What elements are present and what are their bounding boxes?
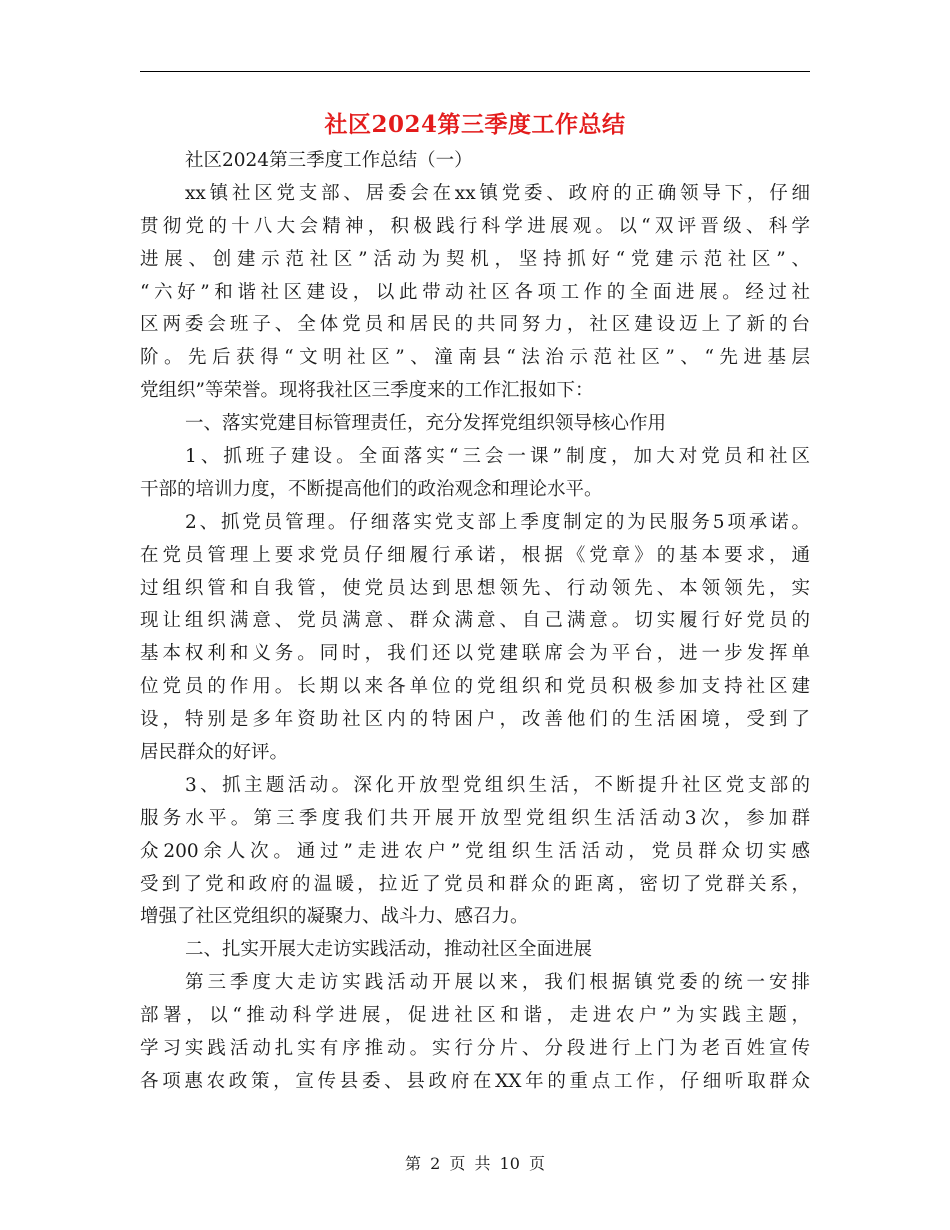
paragraph-line: 在党员管理上要求党员仔细履行承诺，根据《党章》的基本要求，通 — [140, 544, 810, 566]
paragraph-line: 进展、创建示范社区”活动为契机，坚持抓好“党建示范社区”、 — [140, 248, 810, 270]
section-heading: 一、落实党建目标管理责任，充分发挥党组织领导核心作用 — [185, 413, 667, 435]
paragraph-line: 社区2024第三季度工作总结（一） — [185, 150, 473, 171]
paragraph-line: xx镇社区党支部、居委会在xx镇党委、政府的正确领导下，仔细 — [185, 182, 810, 204]
paragraph-line: 党组织”等荣誉。现将我社区三季度来的工作汇报如下： — [140, 380, 594, 402]
paragraph-line: 贯彻党的十八大会精神，积极践行科学进展观。以“双评晋级、科学 — [140, 215, 810, 237]
paragraph-line: 基本权利和义务。同时，我们还以党建联席会为平台，进一步发挥单 — [140, 643, 810, 665]
page-number: 第 2 页 共 10 页 — [405, 1154, 545, 1173]
paragraph-line: 现让组织满意、党员满意、群众满意、自己满意。切实履行好党员的 — [140, 610, 810, 632]
paragraph-line: 服务水平。第三季度我们共开展开放型党组织生活活动3次，参加群 — [140, 807, 810, 829]
paragraph-line: “六好”和谐社区建设，以此带动社区各项工作的全面进展。经过社 — [140, 281, 810, 303]
paragraph-line: 居民群众的好评。 — [140, 742, 289, 764]
paragraph-line: 第三季度大走访实践活动开展以来，我们根据镇党委的统一安排 — [185, 972, 810, 994]
paragraph-line: 增强了社区党组织的凝聚力、战斗力、感召力。 — [140, 906, 529, 928]
document-title: 社区2024第三季度工作总结 — [324, 111, 626, 138]
paragraph-line: 1、抓班子建设。全面落实“三会一课”制度，加大对党员和社区 — [185, 446, 810, 468]
paragraph-line: 阶。先后获得“文明社区”、潼南县“法治示范社区”、“先进基层 — [140, 347, 810, 369]
document-body — [140, 145, 810, 1099]
paragraph-line: 设，特别是多年资助社区内的特困户，改善他们的生活困境，受到了 — [140, 709, 810, 731]
paragraph-line: 各项惠农政策，宣传县委、县政府在XX年的重点工作，仔细听取群众 — [140, 1070, 810, 1092]
section-heading: 二、扎实开展大走访实践活动，推动社区全面进展 — [185, 939, 593, 961]
paragraph-line: 区两委会班子、全体党员和居民的共同努力，社区建设迈上了新的台 — [140, 314, 810, 336]
paragraph-line: 受到了党和政府的温暖，拉近了党员和群众的距离，密切了党群关系， — [140, 873, 810, 895]
paragraph-line: 众200余人次。通过”走进农户”党组织生活活动，党员群众切实感 — [140, 840, 810, 862]
paragraph-line: 干部的培训力度，不断提高他们的政治观念和理论水平。 — [140, 478, 603, 500]
paragraph-line: 学习实践活动扎实有序推动。实行分片、分段进行上门为老百姓宣传 — [140, 1038, 810, 1060]
paragraph-line: 过组织管和自我管，使党员达到思想领先、行动领先、本领领先，实 — [140, 577, 810, 599]
paragraph-line: 3、抓主题活动。深化开放型党组织生活，不断提升社区党支部的 — [185, 774, 810, 796]
header-rule — [140, 71, 810, 72]
paragraph-line: 部署，以“推动科学进展，促进社区和谐，走进农户”为实践主题， — [140, 1005, 810, 1027]
paragraph-line: 位党员的作用。长期以来各单位的党组织和党员积极参加支持社区建 — [140, 676, 810, 698]
paragraph-line: 2、抓党员管理。仔细落实党支部上季度制定的为民服务5项承诺。 — [185, 511, 810, 533]
